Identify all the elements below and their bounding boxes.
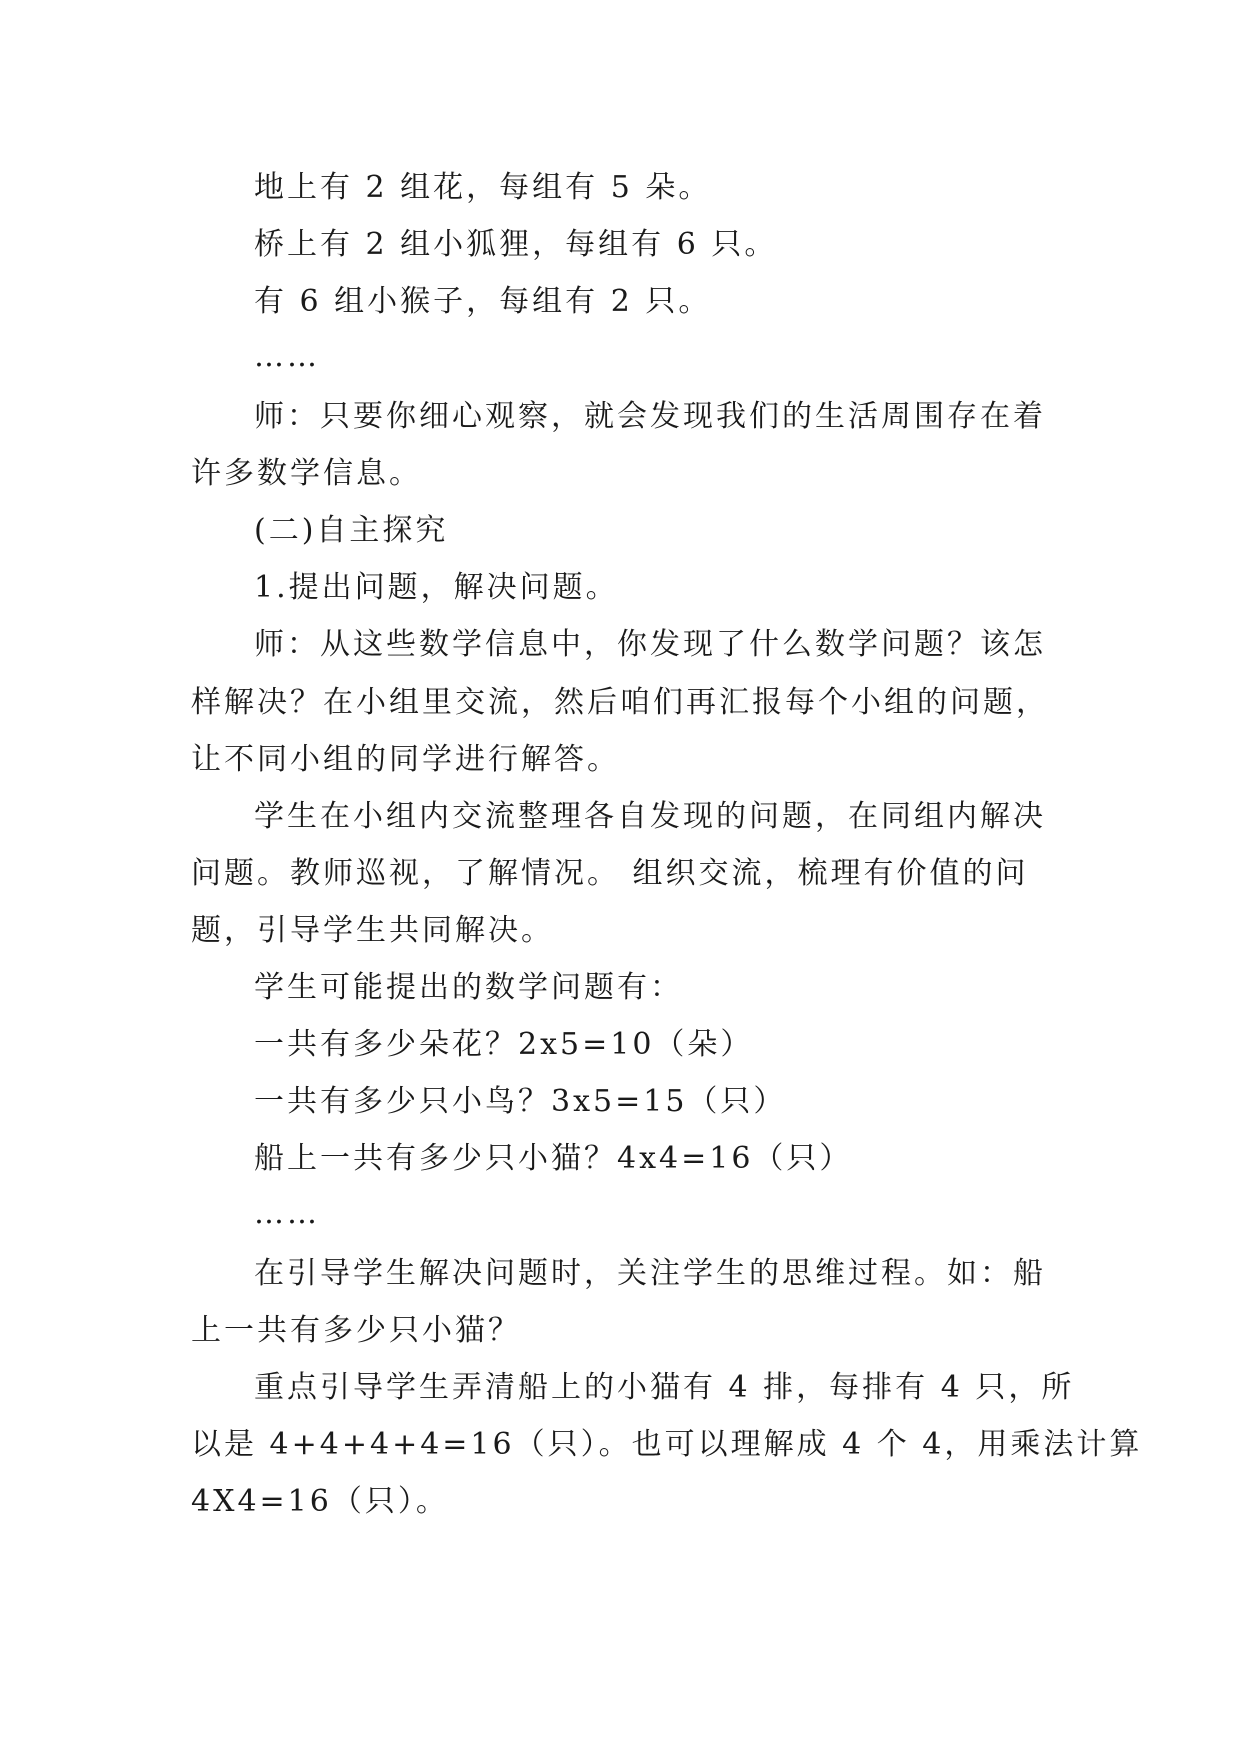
paragraph-focus-line-2: 以是 4+4+4+4=16（只）。也可以理解成 4 个 4，用乘法计算 [191, 1427, 1143, 1462]
text-line-question-flowers: 一共有多少朵花？2x5=10（朵） [254, 1027, 754, 1062]
paragraph-teacher-question-line-2: 样解决？在小组里交流，然后咱们再汇报每个小组的问题， [191, 685, 1049, 720]
paragraph-focus-line-1: 重点引导学生弄清船上的小猫有 4 排，每排有 4 只，所 [254, 1370, 1075, 1405]
text-line-question-cats: 船上一共有多少只小猫？4x4=16（只） [254, 1141, 853, 1176]
text-line-flowers: 地上有 2 组花，每组有 5 朵。 [254, 170, 712, 205]
paragraph-guide-thinking-line-1: 在引导学生解决问题时，关注学生的思维过程。如：船 [254, 1256, 1046, 1291]
text-line-monkeys: 有 6 组小猴子，每组有 2 只。 [254, 284, 712, 319]
text-line-possible-questions: 学生可能提出的数学问题有： [254, 970, 683, 1005]
paragraph-students-discuss-line-3: 题，引导学生共同解决。 [191, 913, 554, 948]
paragraph-teacher-question-line-3: 让不同小组的同学进行解答。 [191, 742, 620, 777]
text-line-ellipsis-2: …… [254, 1196, 320, 1231]
text-line-foxes: 桥上有 2 组小狐狸，每组有 6 只。 [254, 227, 778, 262]
text-line-question-birds: 一共有多少只小鸟？3x5=15（只） [254, 1084, 787, 1119]
paragraph-guide-thinking-line-2: 上一共有多少只小猫？ [191, 1313, 521, 1348]
subsection-heading-problems: 1.提出问题，解决问题。 [254, 570, 619, 605]
paragraph-focus-line-3: 4X4=16（只）。 [191, 1484, 449, 1519]
paragraph-teacher-observe-line-1: 师：只要你细心观察，就会发现我们的生活周围存在着 [254, 399, 1046, 434]
paragraph-teacher-observe-line-2: 许多数学信息。 [191, 456, 422, 491]
paragraph-teacher-question-line-1: 师：从这些数学信息中，你发现了什么数学问题？该怎 [254, 627, 1046, 662]
paragraph-students-discuss-line-1: 学生在小组内交流整理各自发现的问题，在同组内解决 [254, 799, 1046, 834]
section-heading-explore: (二)自主探究 [254, 513, 449, 548]
paragraph-students-discuss-line-2: 问题。教师巡视，了解情况。 组织交流，梳理有价值的问 [191, 856, 1029, 891]
text-line-ellipsis-1: …… [254, 339, 320, 374]
